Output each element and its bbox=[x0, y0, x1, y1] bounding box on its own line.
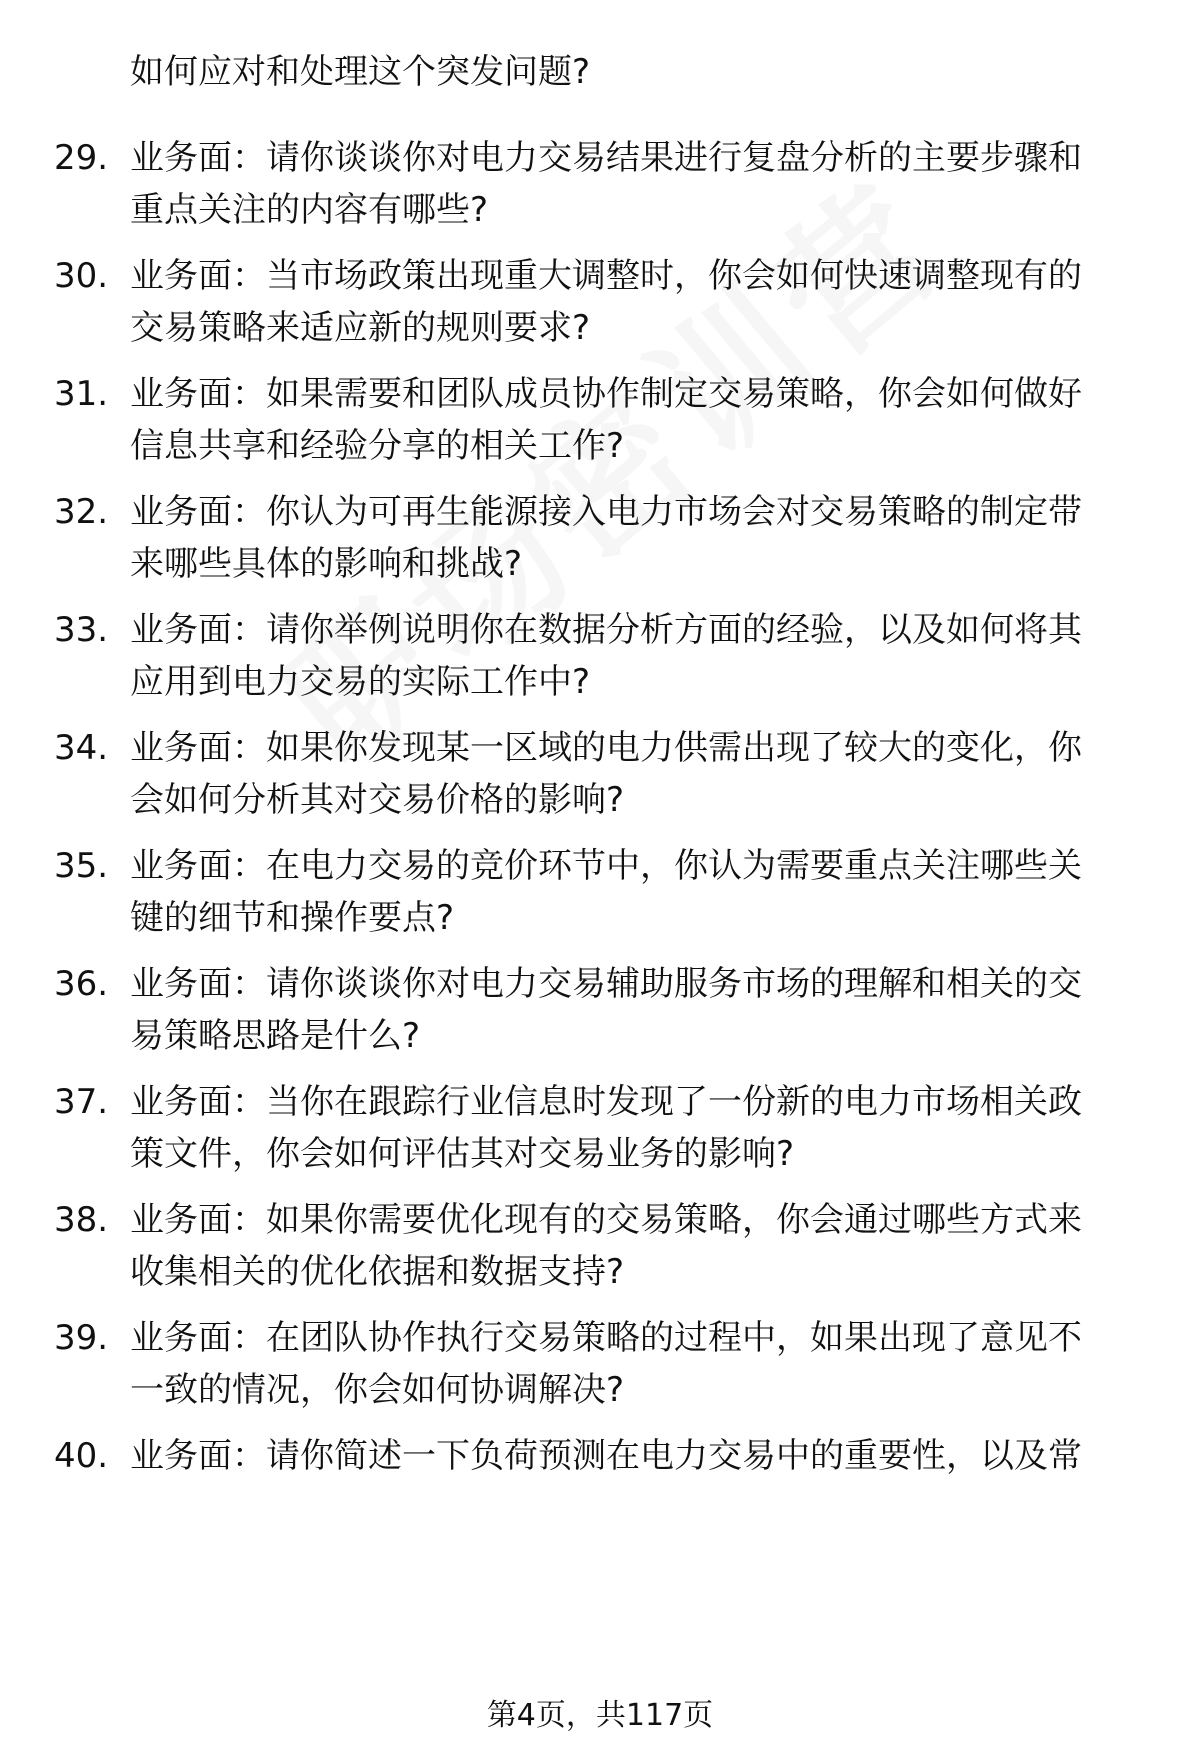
question-line: 业务面：请你举例说明你在数据分析方面的经验，以及如何将其 bbox=[130, 610, 1082, 650]
question-number: 29. bbox=[54, 138, 109, 178]
question-number: 33. bbox=[54, 610, 109, 650]
question-line: 策文件，你会如何评估其对交易业务的影响? bbox=[130, 1134, 795, 1174]
question-line: 易策略思路是什么? bbox=[130, 1016, 421, 1056]
question-line: 来哪些具体的影响和挑战? bbox=[130, 544, 523, 584]
question-number: 39. bbox=[54, 1318, 109, 1358]
question-line: 业务面：请你谈谈你对电力交易辅助服务市场的理解和相关的交 bbox=[130, 964, 1082, 1004]
question-line: 信息共享和经验分享的相关工作? bbox=[130, 426, 625, 466]
page-footer: 第4页，共117页 bbox=[486, 1698, 714, 1733]
question-number: 34. bbox=[54, 728, 109, 768]
question-line: 应用到电力交易的实际工作中? bbox=[130, 662, 591, 702]
question-line: 业务面：请你简述一下负荷预测在电力交易中的重要性，以及常 bbox=[130, 1436, 1082, 1476]
question-line: 业务面：如果需要和团队成员协作制定交易策略，你会如何做好 bbox=[130, 374, 1082, 414]
question-line: 键的细节和操作要点? bbox=[130, 898, 455, 938]
question-line: 业务面：当市场政策出现重大调整时，你会如何快速调整现有的 bbox=[130, 256, 1082, 296]
question-number: 30. bbox=[54, 256, 109, 296]
question-line: 业务面：当你在跟踪行业信息时发现了一份新的电力市场相关政 bbox=[130, 1082, 1082, 1122]
question-line: 业务面：在团队协作执行交易策略的过程中，如果出现了意见不 bbox=[130, 1318, 1082, 1358]
question-line: 会如何分析其对交易价格的影响? bbox=[130, 780, 625, 820]
question-line: 业务面：如果你发现某一区域的电力供需出现了较大的变化，你 bbox=[130, 728, 1082, 768]
question-number: 31. bbox=[54, 374, 109, 414]
question-line: 业务面：如果你需要优化现有的交易策略，你会通过哪些方式来 bbox=[130, 1200, 1082, 1240]
question-line: 收集相关的优化依据和数据支持? bbox=[130, 1252, 625, 1292]
question-line: 一致的情况，你会如何协调解决? bbox=[130, 1370, 625, 1410]
question-line: 交易策略来适应新的规则要求? bbox=[130, 308, 591, 348]
question-line: 业务面：在电力交易的竞价环节中，你认为需要重点关注哪些关 bbox=[130, 846, 1082, 886]
question-line: 业务面：请你谈谈你对电力交易结果进行复盘分析的主要步骤和 bbox=[130, 138, 1082, 178]
question-number: 32. bbox=[54, 492, 109, 532]
question-number: 37. bbox=[54, 1082, 109, 1122]
continuation-line-1: 如何应对和处理这个突发问题? bbox=[130, 52, 591, 92]
question-number: 38. bbox=[54, 1200, 109, 1240]
question-number: 36. bbox=[54, 964, 109, 1004]
question-number: 40. bbox=[54, 1436, 109, 1476]
question-line: 重点关注的内容有哪些? bbox=[130, 190, 489, 230]
question-number: 35. bbox=[54, 846, 109, 886]
question-line: 业务面：你认为可再生能源接入电力市场会对交易策略的制定带 bbox=[130, 492, 1082, 532]
